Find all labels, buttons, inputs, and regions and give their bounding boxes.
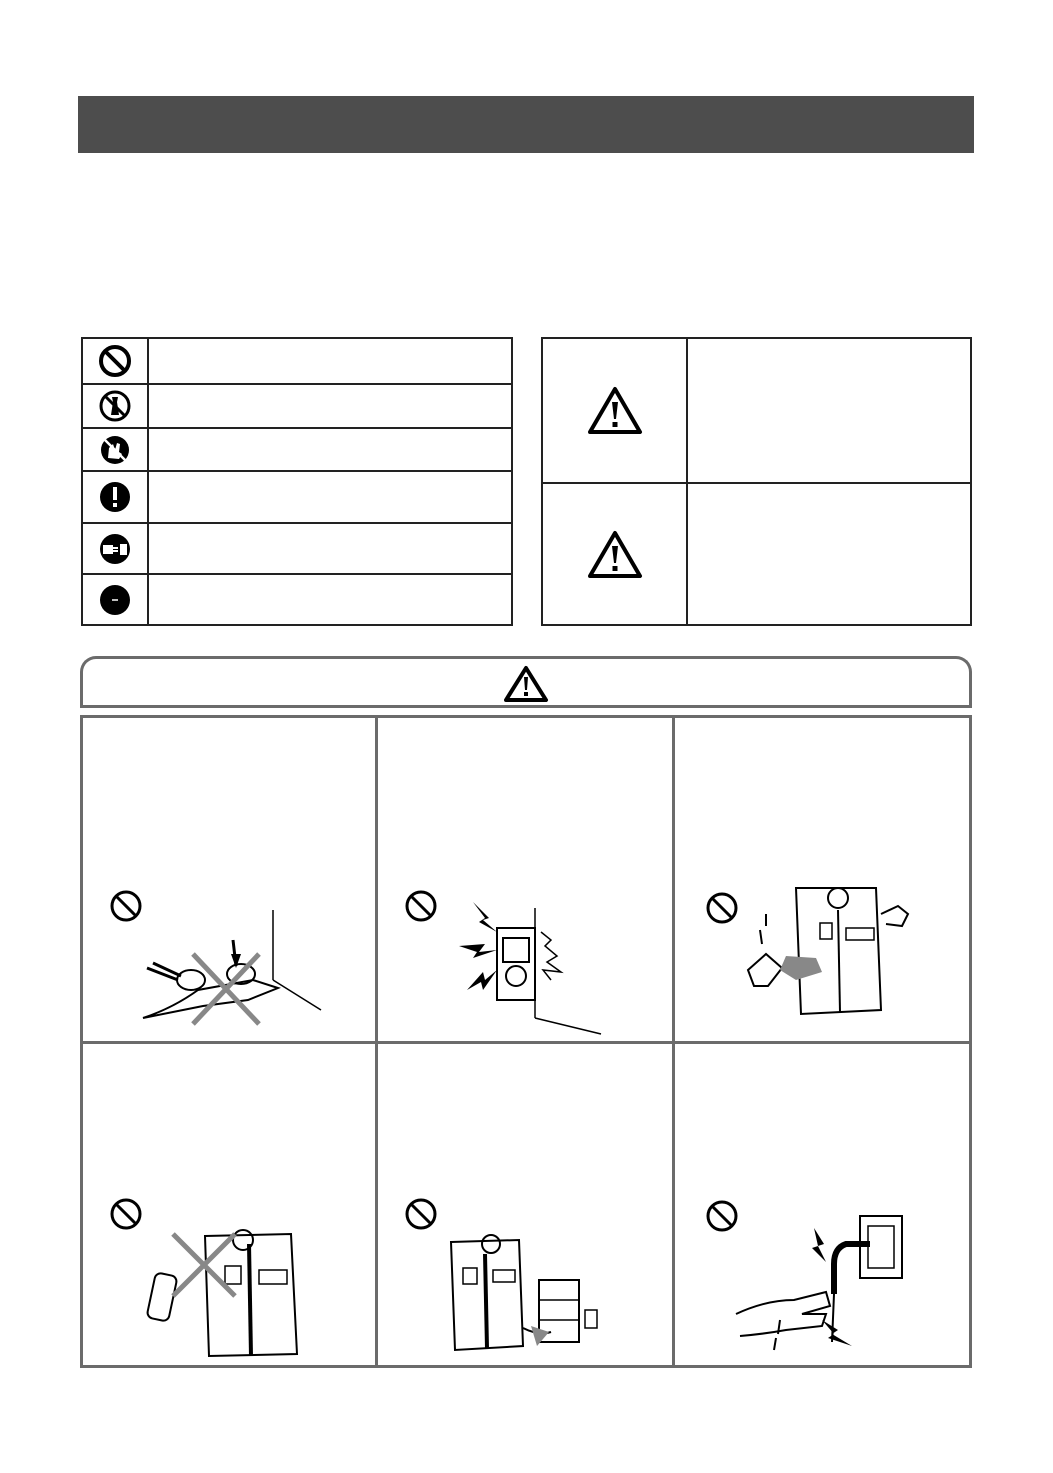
legend-row — [83, 383, 511, 427]
prohibition-icon — [407, 1200, 435, 1228]
legend-text — [153, 339, 507, 383]
prohibition-icon — [97, 343, 133, 379]
loose-outlet-sparks-illustration — [379, 718, 670, 1038]
symbol-legend-table — [81, 337, 513, 626]
warning-banner — [80, 656, 972, 708]
banner-divider — [80, 705, 972, 708]
prohibition-icon — [407, 892, 435, 920]
prohibition-icon — [708, 1202, 736, 1230]
warning-cell-cord-under-furniture — [379, 1044, 670, 1364]
cord-under-furniture-illustration — [379, 1044, 670, 1364]
unplug-power-icon — [97, 531, 133, 567]
legend-text — [153, 524, 507, 573]
warning-cell-wet-hands — [676, 1044, 967, 1364]
warning-cell-loose-outlet — [379, 718, 670, 1038]
mandatory-instruction-icon — [97, 479, 133, 515]
water-spray-on-refrigerator-illustration — [676, 718, 967, 1038]
warning-triangle-icon — [587, 386, 643, 436]
signal-row-caution — [543, 482, 970, 626]
page-title-bar — [78, 96, 974, 153]
page-title — [78, 96, 974, 124]
legend-text — [153, 429, 507, 470]
caution-triangle-icon — [587, 530, 643, 580]
signal-word-table — [541, 337, 972, 626]
legend-text — [153, 575, 507, 624]
warning-cell-water-spray — [676, 718, 967, 1038]
warning-triangle-icon — [503, 665, 549, 703]
wet-hands-on-plug-illustration — [676, 1044, 967, 1364]
legend-row — [83, 470, 511, 522]
legend-text — [153, 472, 507, 522]
prohibition-icon — [708, 894, 736, 922]
do-not-touch-icon — [97, 432, 133, 468]
damaged-power-cord-illustration — [83, 718, 374, 1038]
grounding-icon — [97, 582, 133, 618]
warning-cell-damaged-cord — [83, 718, 374, 1038]
warning-cell-flammable-spray — [83, 1044, 374, 1364]
flammable-spray-near-refrigerator-illustration — [83, 1044, 374, 1364]
legend-row — [83, 522, 511, 573]
legend-row — [83, 339, 511, 383]
legend-row — [83, 427, 511, 470]
do-not-disassemble-icon — [97, 388, 133, 424]
legend-text — [153, 385, 507, 427]
legend-row — [83, 573, 511, 624]
intro-text — [78, 170, 974, 320]
prohibition-icon — [112, 1200, 140, 1228]
prohibition-icon — [112, 892, 140, 920]
signal-row-warning — [543, 339, 970, 482]
